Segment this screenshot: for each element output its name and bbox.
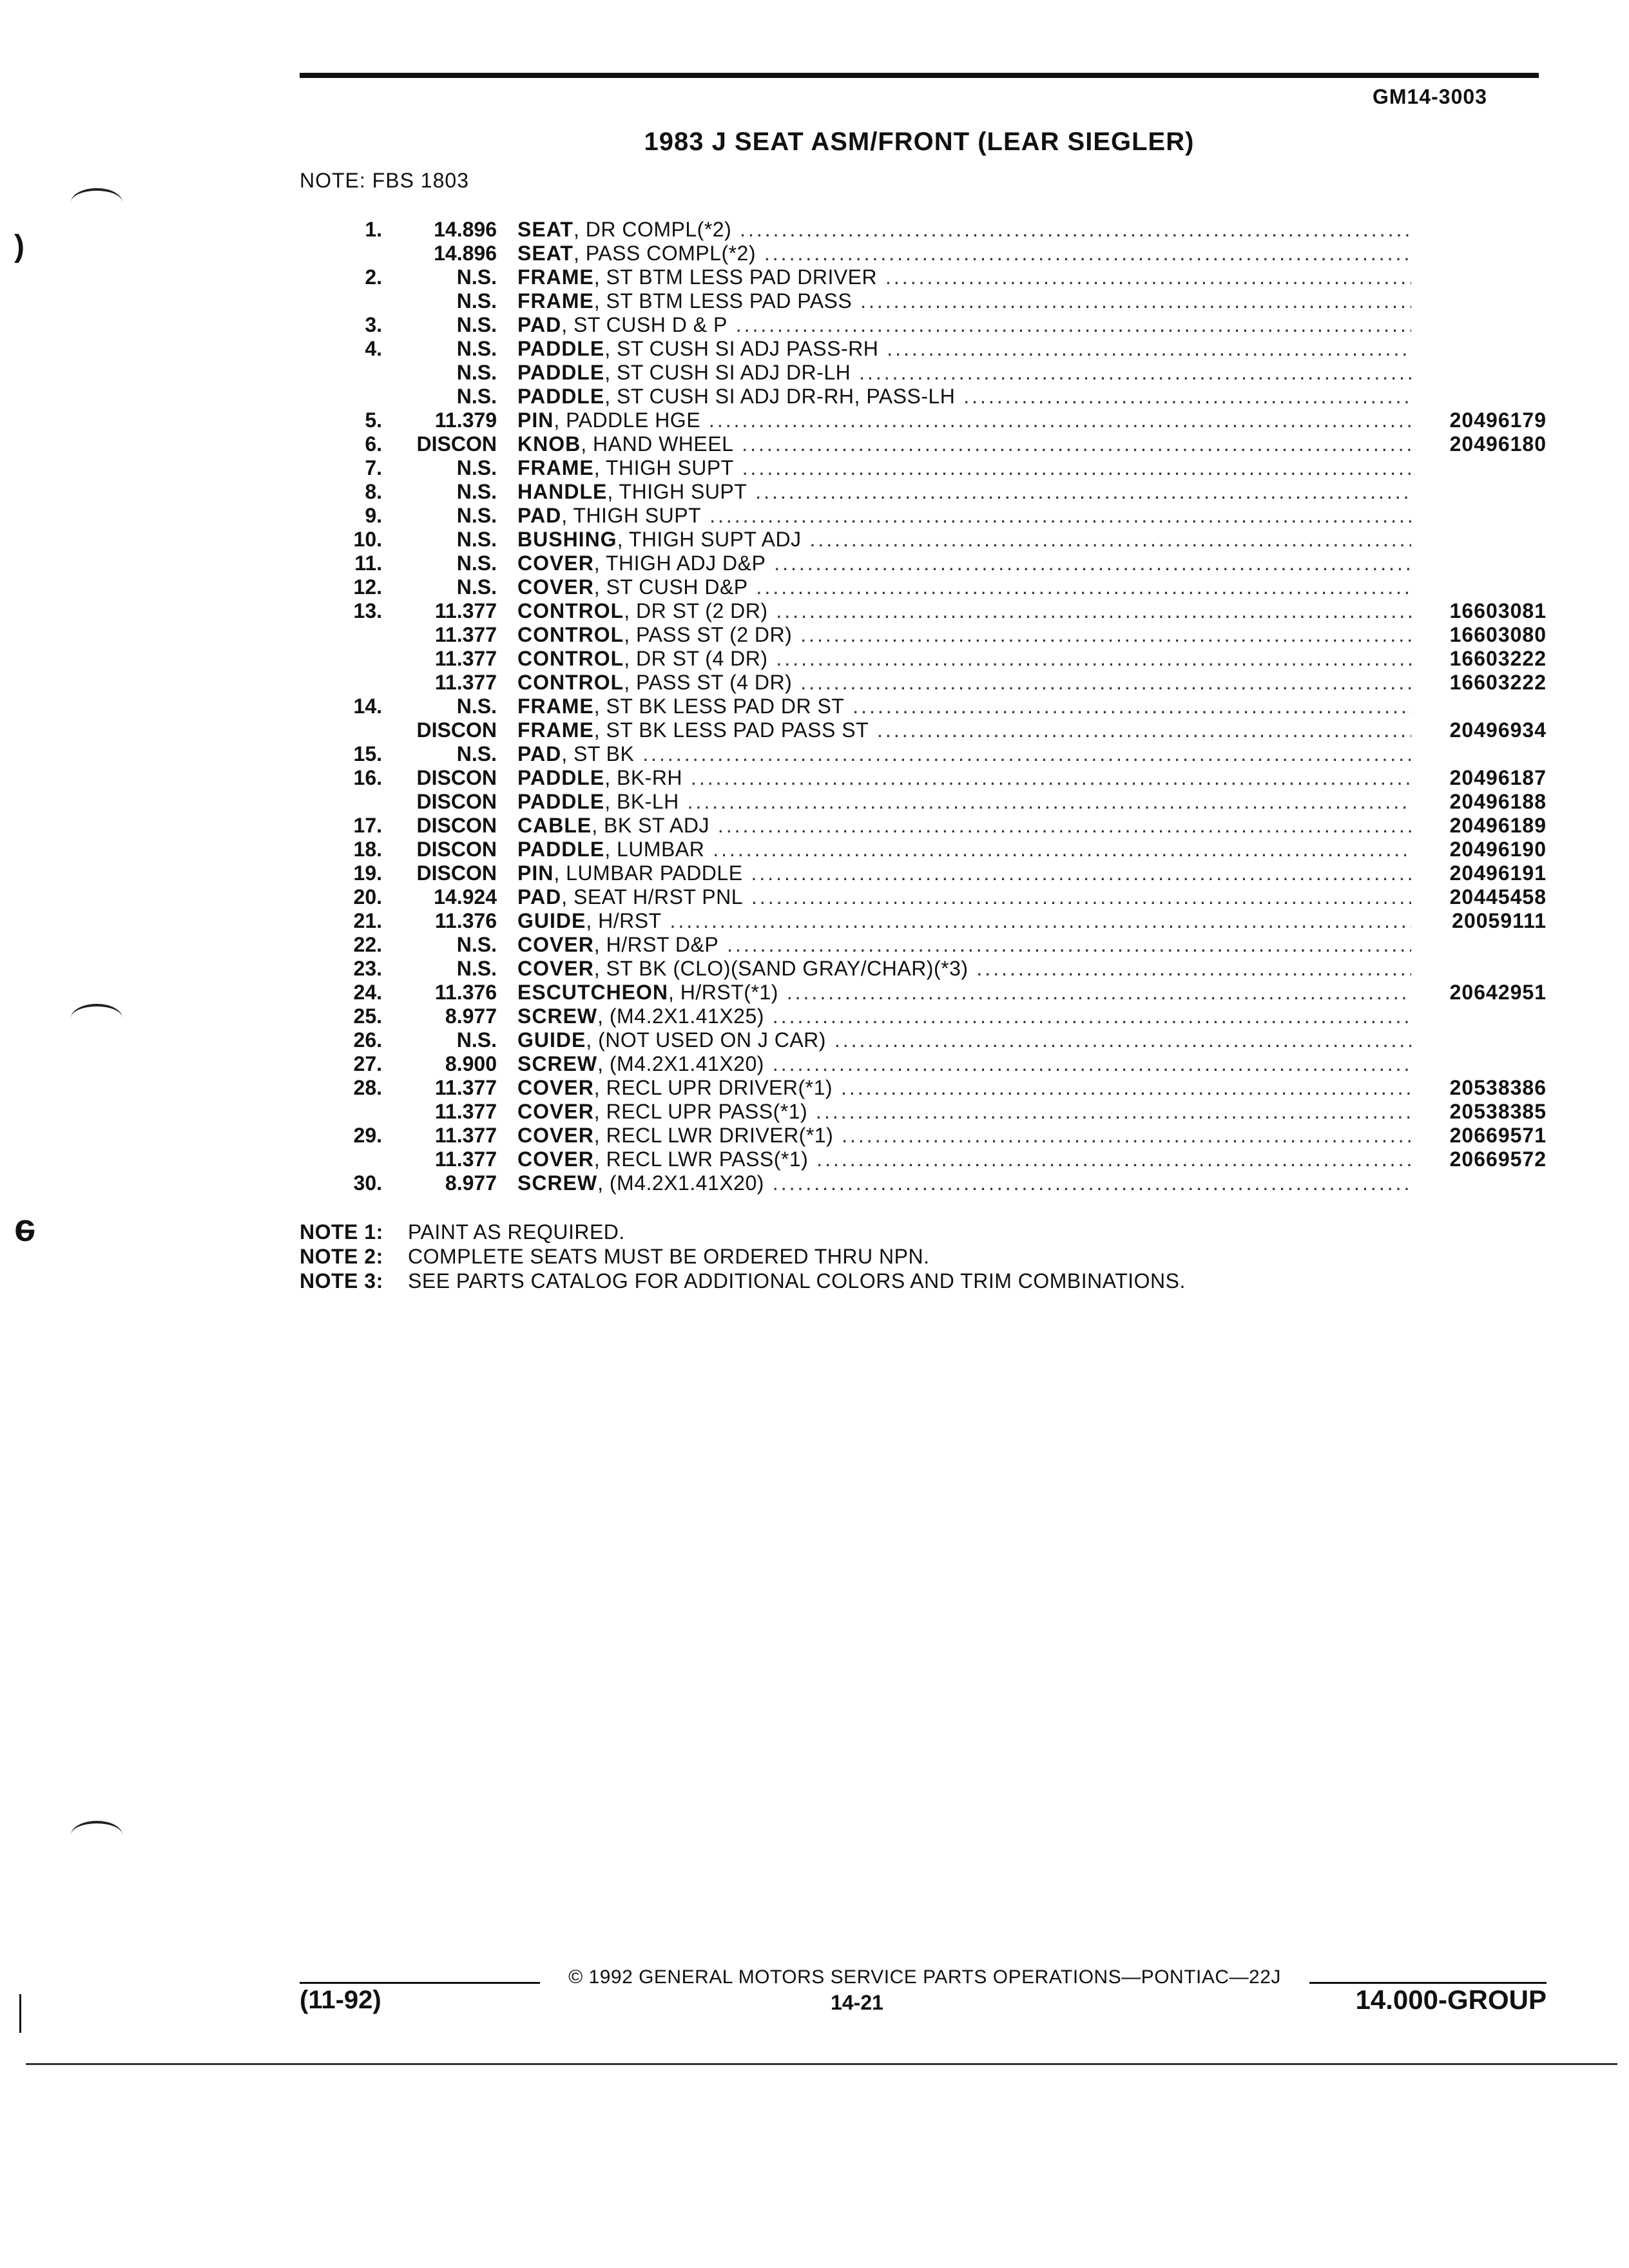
scan-edge-mark — [19, 1994, 21, 2033]
part-description — [517, 1100, 1411, 1124]
part-description — [517, 1004, 1411, 1028]
note-label: NOTE 1: — [300, 1220, 383, 1244]
group-number: DISCON — [416, 790, 497, 813]
group-number: 11.376 — [434, 981, 497, 1004]
part-row — [300, 1076, 1547, 1100]
parts-list — [300, 218, 1547, 1195]
part-description — [517, 1124, 1411, 1148]
note-line — [300, 1244, 1186, 1269]
part-name: SCREW — [517, 1004, 598, 1028]
part-row — [300, 456, 1547, 480]
note-text: COMPLETE SEATS MUST BE ORDERED THRU NPN. — [408, 1245, 930, 1268]
ref-number: 25. — [353, 1004, 382, 1028]
part-description — [517, 766, 1411, 790]
group-number: 14.896 — [434, 218, 497, 241]
part-description — [517, 695, 1411, 718]
part-description — [517, 1171, 1411, 1195]
part-name: PADDLE — [517, 337, 605, 360]
part-description — [517, 242, 1411, 265]
part-description — [517, 337, 1411, 361]
part-name: COVER — [517, 1148, 594, 1171]
group-number: DISCON — [416, 861, 497, 885]
part-description — [517, 623, 1411, 647]
ref-number: 23. — [353, 957, 382, 980]
part-detail: , RECL UPR PASS(*1) — [593, 1100, 808, 1123]
part-name: COVER — [517, 933, 594, 956]
group-number: 8.977 — [445, 1004, 497, 1028]
part-row — [300, 1171, 1547, 1195]
part-detail: , ST BK (CLO)(SAND GRAY/CHAR)(*3) — [593, 957, 969, 980]
group-number: N.S. — [456, 742, 497, 765]
part-row — [300, 885, 1547, 909]
part-detail: , ST BTM LESS PAD DRIVER — [593, 265, 878, 289]
part-row — [300, 1100, 1547, 1124]
part-description — [517, 408, 1411, 432]
part-detail: , (NOT USED ON J CAR) — [586, 1028, 826, 1052]
part-row — [300, 933, 1547, 957]
part-row — [300, 552, 1547, 575]
revision-date: (11-92) — [300, 1986, 381, 2014]
document-code: GM14-3003 — [1373, 85, 1487, 108]
part-number: 16603222 — [1449, 671, 1547, 694]
part-description — [517, 981, 1411, 1004]
part-row — [300, 1052, 1547, 1076]
group-number: 11.377 — [434, 1148, 497, 1171]
part-row — [300, 671, 1547, 695]
part-name: CONTROL — [517, 671, 624, 694]
group-number: N.S. — [456, 552, 497, 575]
ref-number: 3. — [365, 313, 382, 336]
ref-number: 18. — [353, 838, 382, 861]
part-description — [517, 313, 1411, 337]
part-name: HANDLE — [517, 480, 608, 503]
part-row — [300, 289, 1547, 313]
part-detail: , ST CUSH D&P — [593, 575, 748, 599]
part-row — [300, 432, 1547, 456]
part-row — [300, 385, 1547, 408]
group-number: DISCON — [416, 766, 497, 789]
part-detail: , THIGH SUPT — [607, 480, 747, 503]
top-rule — [300, 73, 1539, 78]
part-name: PAD — [517, 313, 562, 336]
part-detail: , RECL UPR DRIVER(*1) — [593, 1076, 833, 1099]
part-description — [517, 671, 1411, 695]
part-description — [517, 742, 1411, 766]
part-description — [517, 480, 1411, 504]
part-name: COVER — [517, 552, 594, 575]
part-row — [300, 981, 1547, 1004]
group-number: N.S. — [456, 480, 497, 503]
ref-number: 6. — [365, 432, 382, 456]
group-number: 11.377 — [434, 1124, 497, 1147]
part-name: COVER — [517, 1076, 594, 1099]
group-number: 11.379 — [434, 408, 497, 432]
part-row — [300, 814, 1547, 838]
part-row — [300, 861, 1547, 885]
part-name: PIN — [517, 408, 554, 432]
part-name: FRAME — [517, 695, 594, 718]
part-detail: , PADDLE HGE — [554, 408, 701, 432]
ref-number: 15. — [353, 742, 382, 765]
group-number: N.S. — [456, 456, 497, 479]
part-row — [300, 575, 1547, 599]
part-row — [300, 647, 1547, 671]
part-row — [300, 838, 1547, 861]
part-detail: , H/RST D&P — [593, 933, 719, 956]
ref-number: 2. — [365, 265, 382, 289]
ref-number: 11. — [354, 552, 382, 575]
group-number: N.S. — [456, 957, 497, 980]
part-detail: , ST BTM LESS PAD PASS — [593, 289, 853, 312]
part-number: 20496187 — [1449, 766, 1547, 789]
part-row — [300, 408, 1547, 432]
part-detail: , LUMBAR — [604, 838, 705, 861]
ref-number: 14. — [353, 695, 382, 718]
note-line — [300, 1220, 1186, 1244]
part-description — [517, 838, 1411, 861]
bottom-rule — [26, 2063, 1617, 2065]
note-line — [300, 1269, 1186, 1293]
part-name: CABLE — [517, 814, 592, 837]
footer-rule-left — [300, 1982, 540, 1984]
part-detail: , THIGH SUPT ADJ — [617, 528, 802, 551]
group-number: DISCON — [416, 718, 497, 742]
part-row — [300, 265, 1547, 289]
part-detail: , THIGH SUPT — [593, 456, 734, 479]
part-row — [300, 218, 1547, 242]
part-name: BUSHING — [517, 528, 617, 551]
part-detail: , DR ST (4 DR) — [624, 647, 768, 670]
part-name: GUIDE — [517, 1028, 586, 1052]
part-detail: , SEAT H/RST PNL — [561, 885, 744, 908]
part-description — [517, 718, 1411, 742]
scan-letter-mark: e — [14, 1212, 36, 1255]
part-description — [517, 790, 1411, 814]
part-description — [517, 432, 1411, 456]
group-number: 11.377 — [434, 1076, 497, 1099]
part-name: SCREW — [517, 1052, 598, 1075]
ref-number: 22. — [353, 933, 382, 956]
part-name: PAD — [517, 504, 562, 527]
part-description — [517, 265, 1411, 289]
part-name: SEAT — [517, 242, 574, 265]
part-row — [300, 742, 1547, 766]
part-description — [517, 814, 1411, 838]
note-text: SEE PARTS CATALOG FOR ADDITIONAL COLORS AND TRIM COMBINATIONS. — [408, 1269, 1186, 1293]
note-label: NOTE 2: — [300, 1245, 383, 1268]
notes-list — [300, 1220, 1186, 1293]
ref-number: 9. — [365, 504, 382, 527]
part-description — [517, 456, 1411, 480]
part-detail: , DR COMPL(*2) — [573, 218, 732, 241]
group-number: DISCON — [416, 432, 497, 456]
part-detail: , ST BK LESS PAD PASS ST — [593, 718, 869, 742]
part-name: FRAME — [517, 265, 594, 289]
part-number: 20496189 — [1449, 814, 1547, 837]
part-name: PAD — [517, 885, 562, 908]
part-description — [517, 599, 1411, 623]
part-name: PAD — [517, 742, 562, 765]
part-name: PADDLE — [517, 361, 605, 384]
part-number: 20496190 — [1449, 838, 1547, 861]
part-name: COVER — [517, 575, 594, 599]
part-number: 20642951 — [1449, 981, 1547, 1004]
part-description — [517, 218, 1411, 242]
group-number: 8.977 — [445, 1171, 497, 1195]
part-row — [300, 718, 1547, 742]
part-detail: , H/RST — [586, 909, 662, 932]
part-row — [300, 1148, 1547, 1171]
group-number: N.S. — [456, 504, 497, 527]
group-number: 11.377 — [434, 671, 497, 694]
part-detail: , (M4.2X1.41X20) — [597, 1052, 764, 1075]
part-name: PADDLE — [517, 838, 605, 861]
ref-number: 1. — [365, 218, 382, 241]
part-number: 16603222 — [1449, 647, 1547, 670]
part-description — [517, 289, 1411, 313]
part-detail: , BK-LH — [604, 790, 679, 813]
part-detail: , LUMBAR PADDLE — [554, 861, 743, 885]
ref-number: 28. — [353, 1076, 382, 1099]
ref-number: 8. — [365, 480, 382, 503]
group-number: N.S. — [456, 385, 497, 408]
group-number: 11.377 — [434, 623, 497, 646]
part-name: GUIDE — [517, 909, 586, 932]
ref-number: 27. — [353, 1052, 382, 1075]
part-detail: , PASS ST (4 DR) — [624, 671, 793, 694]
part-name: FRAME — [517, 289, 594, 312]
group-number: N.S. — [456, 337, 497, 360]
footer-rule-right — [1309, 1982, 1547, 1984]
part-name: SEAT — [517, 218, 574, 241]
part-row — [300, 313, 1547, 337]
ref-number: 7. — [365, 456, 382, 479]
part-name: ESCUTCHEON — [517, 981, 669, 1004]
ref-number: 19. — [353, 861, 382, 885]
page-number: 14-21 — [831, 1991, 883, 2014]
part-row — [300, 480, 1547, 504]
part-row — [300, 242, 1547, 265]
part-detail: , RECL LWR PASS(*1) — [593, 1148, 809, 1171]
part-row — [300, 957, 1547, 981]
part-description — [517, 909, 1411, 933]
part-detail: , BK-RH — [604, 766, 683, 789]
part-description — [517, 1052, 1411, 1076]
group-number: N.S. — [456, 313, 497, 336]
group-number: 14.896 — [434, 242, 497, 265]
part-name: CONTROL — [517, 647, 624, 670]
group-number: 11.377 — [434, 647, 497, 670]
binder-hole-mark-middle — [71, 1004, 122, 1032]
group-number: N.S. — [456, 695, 497, 718]
part-number: 20445458 — [1449, 885, 1547, 908]
copyright-notice: © 1992 GENERAL MOTORS SERVICE PARTS OPERATIONS—PONTIAC—22J — [568, 1966, 1281, 1988]
part-row — [300, 337, 1547, 361]
part-row — [300, 528, 1547, 552]
part-detail: , ST CUSH SI ADJ PASS-RH — [604, 337, 879, 360]
ref-number: 29. — [353, 1124, 382, 1147]
part-name: SCREW — [517, 1171, 598, 1195]
part-description — [517, 575, 1411, 599]
ref-number: 21. — [353, 909, 382, 932]
part-description — [517, 1076, 1411, 1100]
part-row — [300, 766, 1547, 790]
part-name: PADDLE — [517, 385, 605, 408]
part-detail: , HAND WHEEL — [581, 432, 734, 456]
part-row — [300, 1004, 1547, 1028]
part-description — [517, 885, 1411, 909]
note-label: NOTE 3: — [300, 1269, 383, 1293]
part-name: COVER — [517, 1124, 594, 1147]
part-name: KNOB — [517, 432, 581, 456]
part-description — [517, 385, 1411, 408]
binder-hole-mark-top — [71, 188, 122, 216]
part-detail: , THIGH SUPT — [561, 504, 702, 527]
part-detail: , ST BK — [561, 742, 635, 765]
part-detail: , THIGH ADJ D&P — [593, 552, 766, 575]
part-description — [517, 957, 1411, 981]
group-number: 8.900 — [445, 1052, 497, 1075]
part-number: 20496179 — [1449, 408, 1547, 432]
part-detail: , PASS ST (2 DR) — [624, 623, 793, 646]
group-label: 14.000-GROUP — [1355, 1984, 1547, 2015]
part-detail: , ST CUSH SI ADJ DR-LH — [604, 361, 851, 384]
part-number: 16603081 — [1449, 599, 1547, 622]
part-description — [517, 861, 1411, 885]
group-number: 11.377 — [434, 599, 497, 622]
ref-number: 5. — [365, 408, 382, 432]
group-number: 14.924 — [434, 885, 497, 908]
part-description — [517, 528, 1411, 552]
part-detail: , DR ST (2 DR) — [624, 599, 768, 622]
part-number: 20496180 — [1449, 432, 1547, 456]
part-name: CONTROL — [517, 623, 624, 646]
group-number: DISCON — [416, 838, 497, 861]
part-number: 20538385 — [1449, 1100, 1547, 1123]
group-number: N.S. — [456, 265, 497, 289]
part-number: 20538386 — [1449, 1076, 1547, 1099]
part-detail: , PASS COMPL(*2) — [573, 242, 756, 265]
ref-number: 16. — [353, 766, 382, 789]
part-number: 20059111 — [1452, 909, 1547, 932]
group-number: N.S. — [456, 575, 497, 599]
part-number: 20496191 — [1449, 861, 1547, 885]
part-row — [300, 623, 1547, 647]
group-number: N.S. — [456, 289, 497, 312]
part-row — [300, 695, 1547, 718]
part-name: FRAME — [517, 456, 594, 479]
scan-paren-mark: ) — [14, 229, 24, 264]
ref-number: 30. — [353, 1171, 382, 1195]
page-title: 1983 J SEAT ASM/FRONT (LEAR SIEGLER) — [644, 128, 1195, 156]
part-name: COVER — [517, 1100, 594, 1123]
ref-number: 12. — [353, 575, 382, 599]
group-number: N.S. — [456, 1028, 497, 1052]
group-number: N.S. — [456, 933, 497, 956]
group-number: 11.376 — [434, 909, 497, 932]
group-number: N.S. — [456, 528, 497, 551]
ref-number: 4. — [365, 337, 382, 360]
part-detail: , (M4.2X1.41X20) — [597, 1171, 764, 1195]
ref-number: 24. — [353, 981, 382, 1004]
part-name: COVER — [517, 957, 594, 980]
part-description — [517, 504, 1411, 528]
binder-hole-mark-bottom — [71, 1821, 122, 1849]
part-number: 20669571 — [1449, 1124, 1547, 1147]
part-description — [517, 1148, 1411, 1171]
part-description — [517, 361, 1411, 385]
part-detail: , (M4.2X1.41X25) — [597, 1004, 764, 1028]
part-row — [300, 1124, 1547, 1148]
part-number: 20496188 — [1449, 790, 1547, 813]
part-row — [300, 599, 1547, 623]
part-detail: , ST CUSH D & P — [561, 313, 728, 336]
part-description — [517, 647, 1411, 671]
ref-number: 13. — [353, 599, 382, 622]
part-name: FRAME — [517, 718, 594, 742]
ref-number: 17. — [353, 814, 382, 837]
part-row — [300, 909, 1547, 933]
part-detail: , H/RST(*1) — [668, 981, 778, 1004]
part-row — [300, 1028, 1547, 1052]
part-description — [517, 1028, 1411, 1052]
part-detail: , BK ST ADJ — [592, 814, 709, 837]
part-detail: , ST BK LESS PAD DR ST — [593, 695, 845, 718]
fbs-note: NOTE: FBS 1803 — [300, 169, 469, 192]
part-description — [517, 552, 1411, 575]
part-row — [300, 361, 1547, 385]
ref-number: 20. — [353, 885, 382, 908]
part-detail: , RECL LWR DRIVER(*1) — [593, 1124, 834, 1147]
part-name: CONTROL — [517, 599, 624, 622]
part-number: 20669572 — [1449, 1148, 1547, 1171]
ref-number: 26. — [353, 1028, 382, 1052]
part-description — [517, 933, 1411, 957]
note-text: PAINT AS REQUIRED. — [408, 1220, 625, 1244]
part-row — [300, 504, 1547, 528]
ref-number: 10. — [353, 528, 382, 551]
group-number: DISCON — [416, 814, 497, 837]
part-detail: , ST CUSH SI ADJ DR-RH, PASS-LH — [604, 385, 956, 408]
part-number: 20496934 — [1449, 718, 1547, 742]
part-row — [300, 790, 1547, 814]
group-number: 11.377 — [434, 1100, 497, 1123]
part-number: 16603080 — [1449, 623, 1547, 646]
group-number: N.S. — [456, 361, 497, 384]
part-name: PADDLE — [517, 790, 605, 813]
part-name: PIN — [517, 861, 554, 885]
part-name: PADDLE — [517, 766, 605, 789]
